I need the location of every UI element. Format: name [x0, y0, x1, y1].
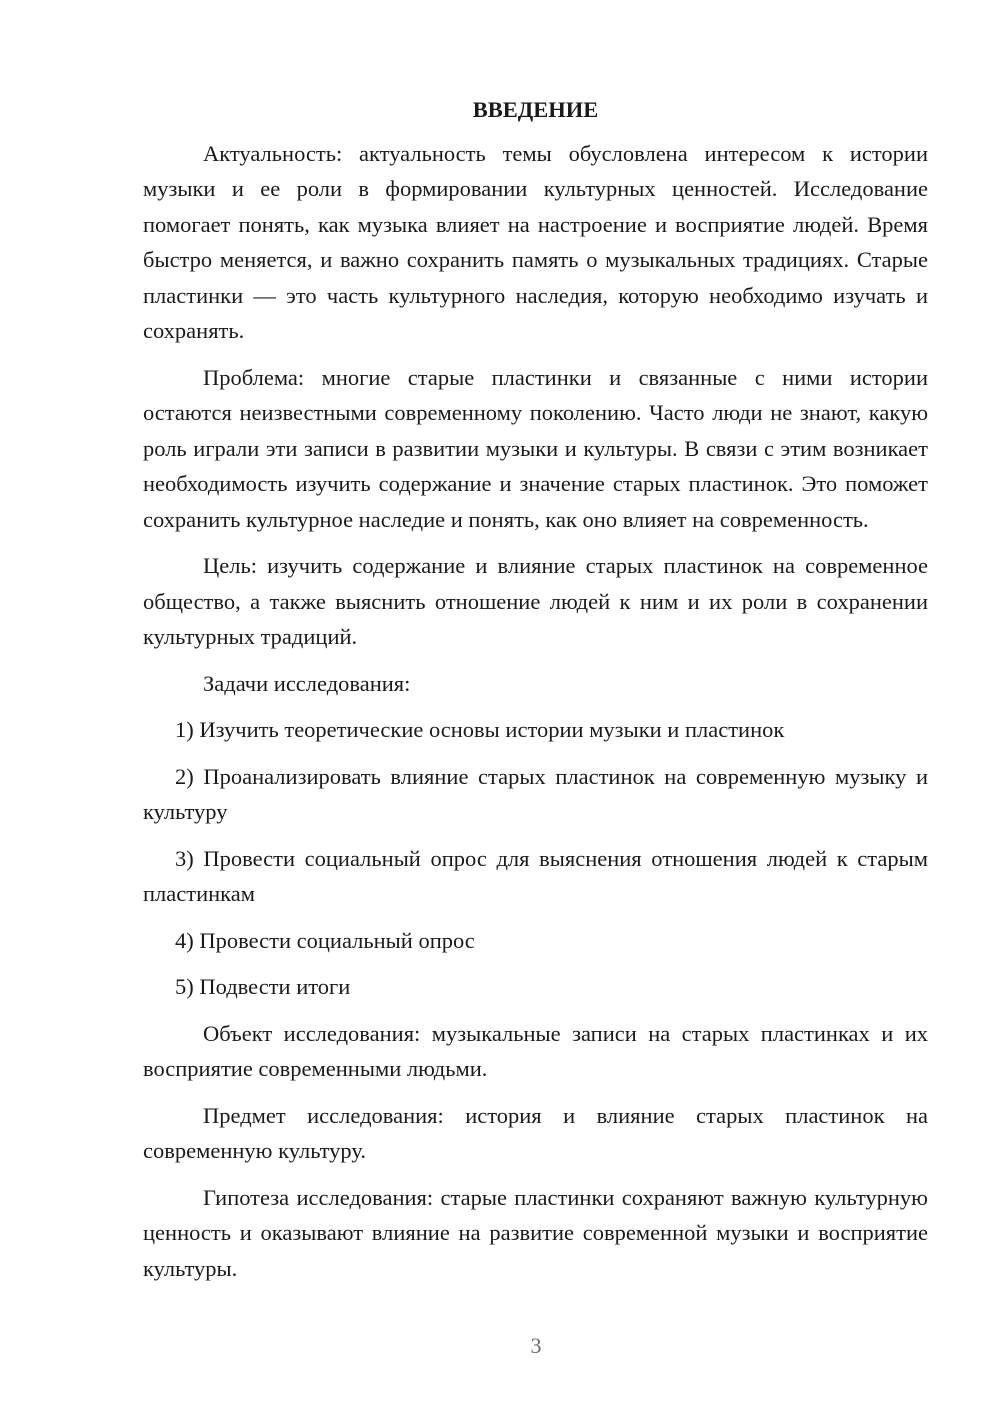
section-heading: ВВЕДЕНИЕ [472, 97, 599, 122]
page-content [143, 92, 928, 1286]
subject-paragraph: Предмет исследования: история и влияние старых пластинок на современную культуру. [143, 1102, 928, 1163]
goal-paragraph: Цель: изучить содержание и влияние старых пластинок на современное общество, а также выяснить отношение людей к ним и их роли в сохранении культурных традиций. [143, 553, 928, 649]
hypothesis-paragraph: Гипотеза исследования: старые пластинки сохраняют важную культурную ценность и оказывают влияние на развитие современной музыки и восприятие культуры. [143, 1184, 928, 1281]
task-item-1: 1) Изучить теоретические основы истории музыки и пластинок [175, 717, 785, 742]
object-paragraph: Объект исследования: музыкальные записи на старых пластинках и их восприятие современными людьми. [143, 1020, 928, 1081]
task-item-3: 3) Провести социальный опрос для выяснения отношения людей к старым пластинкам [143, 845, 928, 906]
page-number: 3 [530, 1333, 542, 1358]
task-item-2: 2) Проанализировать влияние старых пластинок на современную музыку и культуру [143, 763, 928, 824]
tasks-intro: Задачи исследования: [203, 670, 411, 696]
task-item-4: 4) Провести социальный опрос [175, 927, 475, 953]
task-item-5: 5) Подвести итоги [175, 974, 351, 999]
relevance-paragraph: Актуальность: актуальность темы обусловлена интересом к истории музыки и ее роли в формировании культурных ценностей. Исследование помогает понять, как музыка влияет на настроение и восприятие людей. Время быстро меняется, и важно сохранить память о музыкальных традициях. Старые пластинки — это часть культурного наследия, которую необходимо изучать и сохранять. [143, 140, 928, 343]
problem-paragraph: Проблема: многие старые пластинки и связанные с ними истории остаются неизвестными современному поколению. Часто люди не знают, какую роль играли эти записи в развитии музыки и культуры. В связи с этим возникает необходимость изучить содержание и значение старых пластинок. Это поможет сохранить культурное наследие и понять, как оно влияет на современность. [143, 364, 928, 532]
